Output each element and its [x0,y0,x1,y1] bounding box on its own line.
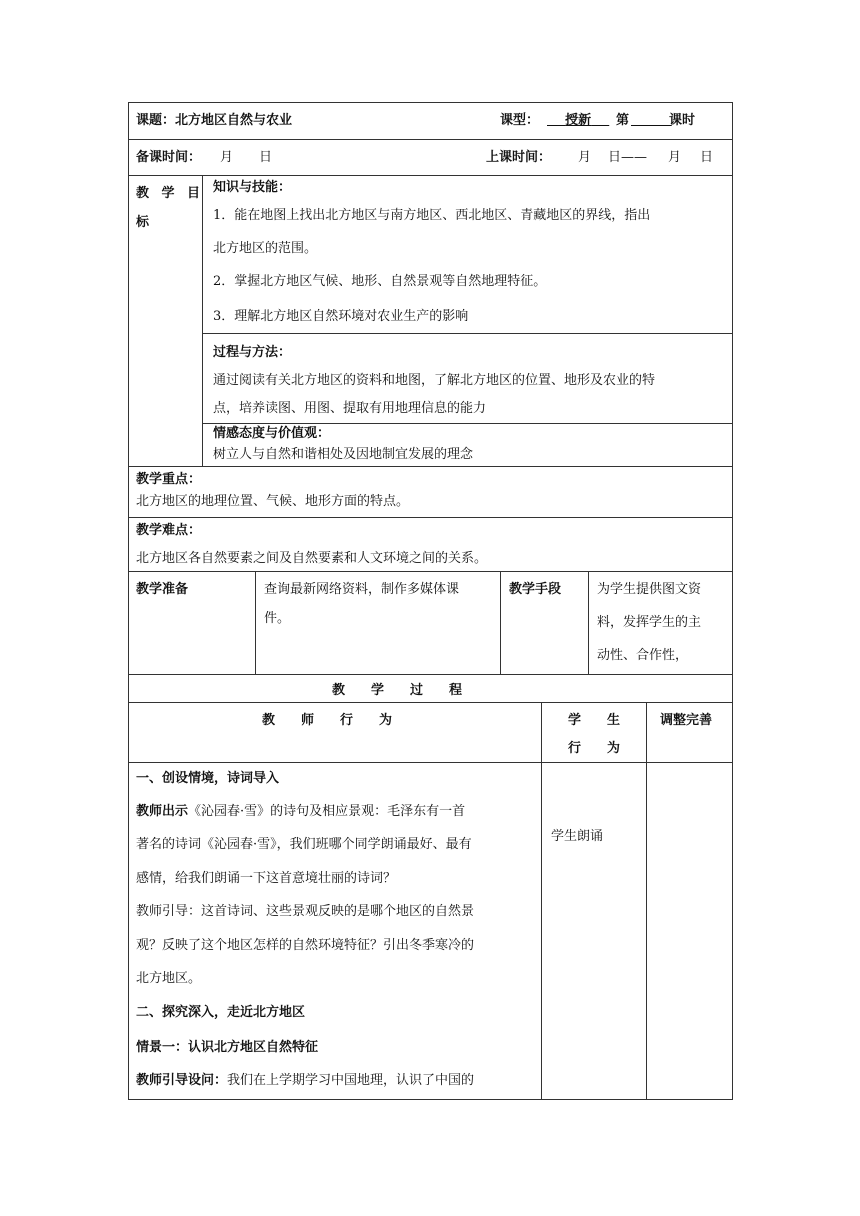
row-line [128,139,733,140]
table-border-right [732,102,733,1100]
scene1-title: 情景一：认识北方地区自然特征 [136,1040,319,1055]
scene1-line: 教师引导设问：我们在上学期学习中国地理，认识了中国的 [136,1073,475,1088]
section1-title: 一、创设情境，诗词导入 [136,771,280,786]
process-method-line: 通过阅读有关北方地区的资料和地图，了解北方地区的位置、地形及农业的特 [213,373,656,388]
difficulties-title: 教学难点： [136,523,202,538]
col-adjust-header: 调整完善 [660,713,713,728]
row-line [128,702,733,703]
row-line [128,571,733,572]
col-line [500,571,501,675]
class-time-label: 上课时间： [486,150,552,165]
period-suffix: 课时 [669,113,696,128]
means-content: 动性、合作性， [597,648,689,663]
row-line [202,423,733,424]
col-line [255,571,256,675]
means-content: 料，发挥学生的主 [597,615,702,630]
section1-line: 教师出示《沁园春·雪》的诗句及相应景观：毛泽东有一首 [136,804,466,819]
goals-label: 教 学 目 [136,186,205,201]
row-line [128,175,733,176]
knowledge-title: 知识与技能： [213,180,292,195]
section1-line: 观？反映了这个地区怎样的自然环境特征？引出冬季寒冷的 [136,938,475,953]
section2-title: 二、探究深入，走近北方地区 [136,1005,306,1020]
process-method-title: 过程与方法： [213,345,292,360]
class-month-2: 月 [668,150,682,165]
section1-line: 著名的诗词《沁园春·雪》，我们班哪个同学朗诵最好、最有 [136,837,472,852]
emotion-title: 情感态度与价值观： [213,426,331,441]
knowledge-item: 北方地区的范围。 [213,241,318,256]
period-prefix: 第 [616,113,630,128]
difficulties-text: 北方地区各自然要素之间及自然要素和人文环境之间的关系。 [136,551,488,566]
lesson-type-value: 授新 [565,113,592,128]
key-points-text: 北方地区的地理位置、气候、地形方面的特点。 [136,494,410,509]
col-line [541,702,542,1100]
col-line [646,702,647,1100]
process-method-line: 点，培养读图、用图、提取有用地理信息的能力 [213,401,487,416]
class-month-1: 月 [578,150,592,165]
row-line [202,333,733,334]
row-line [128,674,733,675]
col-line [202,175,203,467]
section1-line: 教师引导：这首诗词、这些景观反映的是哪个地区的自然景 [136,904,475,919]
process-title: 教 学 过 程 [332,683,463,698]
table-border-top [128,102,733,103]
knowledge-item: 2．掌握北方地区气候、地形、自然景观等自然地理特征。 [213,274,547,289]
table-border-bottom [128,1099,733,1100]
key-points-title: 教学重点： [136,472,202,487]
emotion-text: 树立人与自然和谐相处及因地制宜发展的理念 [213,447,474,462]
prep-time-label: 备课时间： [136,150,202,165]
class-day-2: 日 [700,150,714,165]
col-student-header-2: 行 为 [568,741,621,756]
prep-day: 日 [259,150,273,165]
means-label: 教学手段 [509,582,562,597]
knowledge-item: 3．理解北方地区自然环境对农业生产的影响 [213,309,469,324]
row-line [128,517,733,518]
knowledge-item: 1．能在地图上找出北方地区与南方地区、西北地区、青藏地区的界线，指出 [213,208,651,223]
period-blank [631,113,672,129]
row-line [128,466,733,467]
section1-line: 感情，给我们朗诵一下这首意境壮丽的诗词？ [136,871,397,886]
class-day-1: 日—— [608,150,648,165]
topic-label: 课题：北方地区自然与农业 [136,113,293,128]
prep-content: 查询最新网络资料，制作多媒体课 [264,582,460,597]
prep-label: 教学准备 [136,582,189,597]
col-teacher-header: 教 师 行 为 [262,713,393,728]
prep-content: 件。 [264,611,291,626]
lesson-type-label: 课型： [500,113,540,128]
table-border-left [128,102,129,1100]
prep-month: 月 [220,150,234,165]
section1-line: 北方地区。 [136,971,202,986]
col-line [588,571,589,675]
means-content: 为学生提供图文资 [597,582,702,597]
row-line [128,762,733,763]
student-action: 学生朗诵 [551,829,604,844]
col-student-header: 学 生 [568,713,621,728]
goals-label-2: 标 [136,215,150,230]
